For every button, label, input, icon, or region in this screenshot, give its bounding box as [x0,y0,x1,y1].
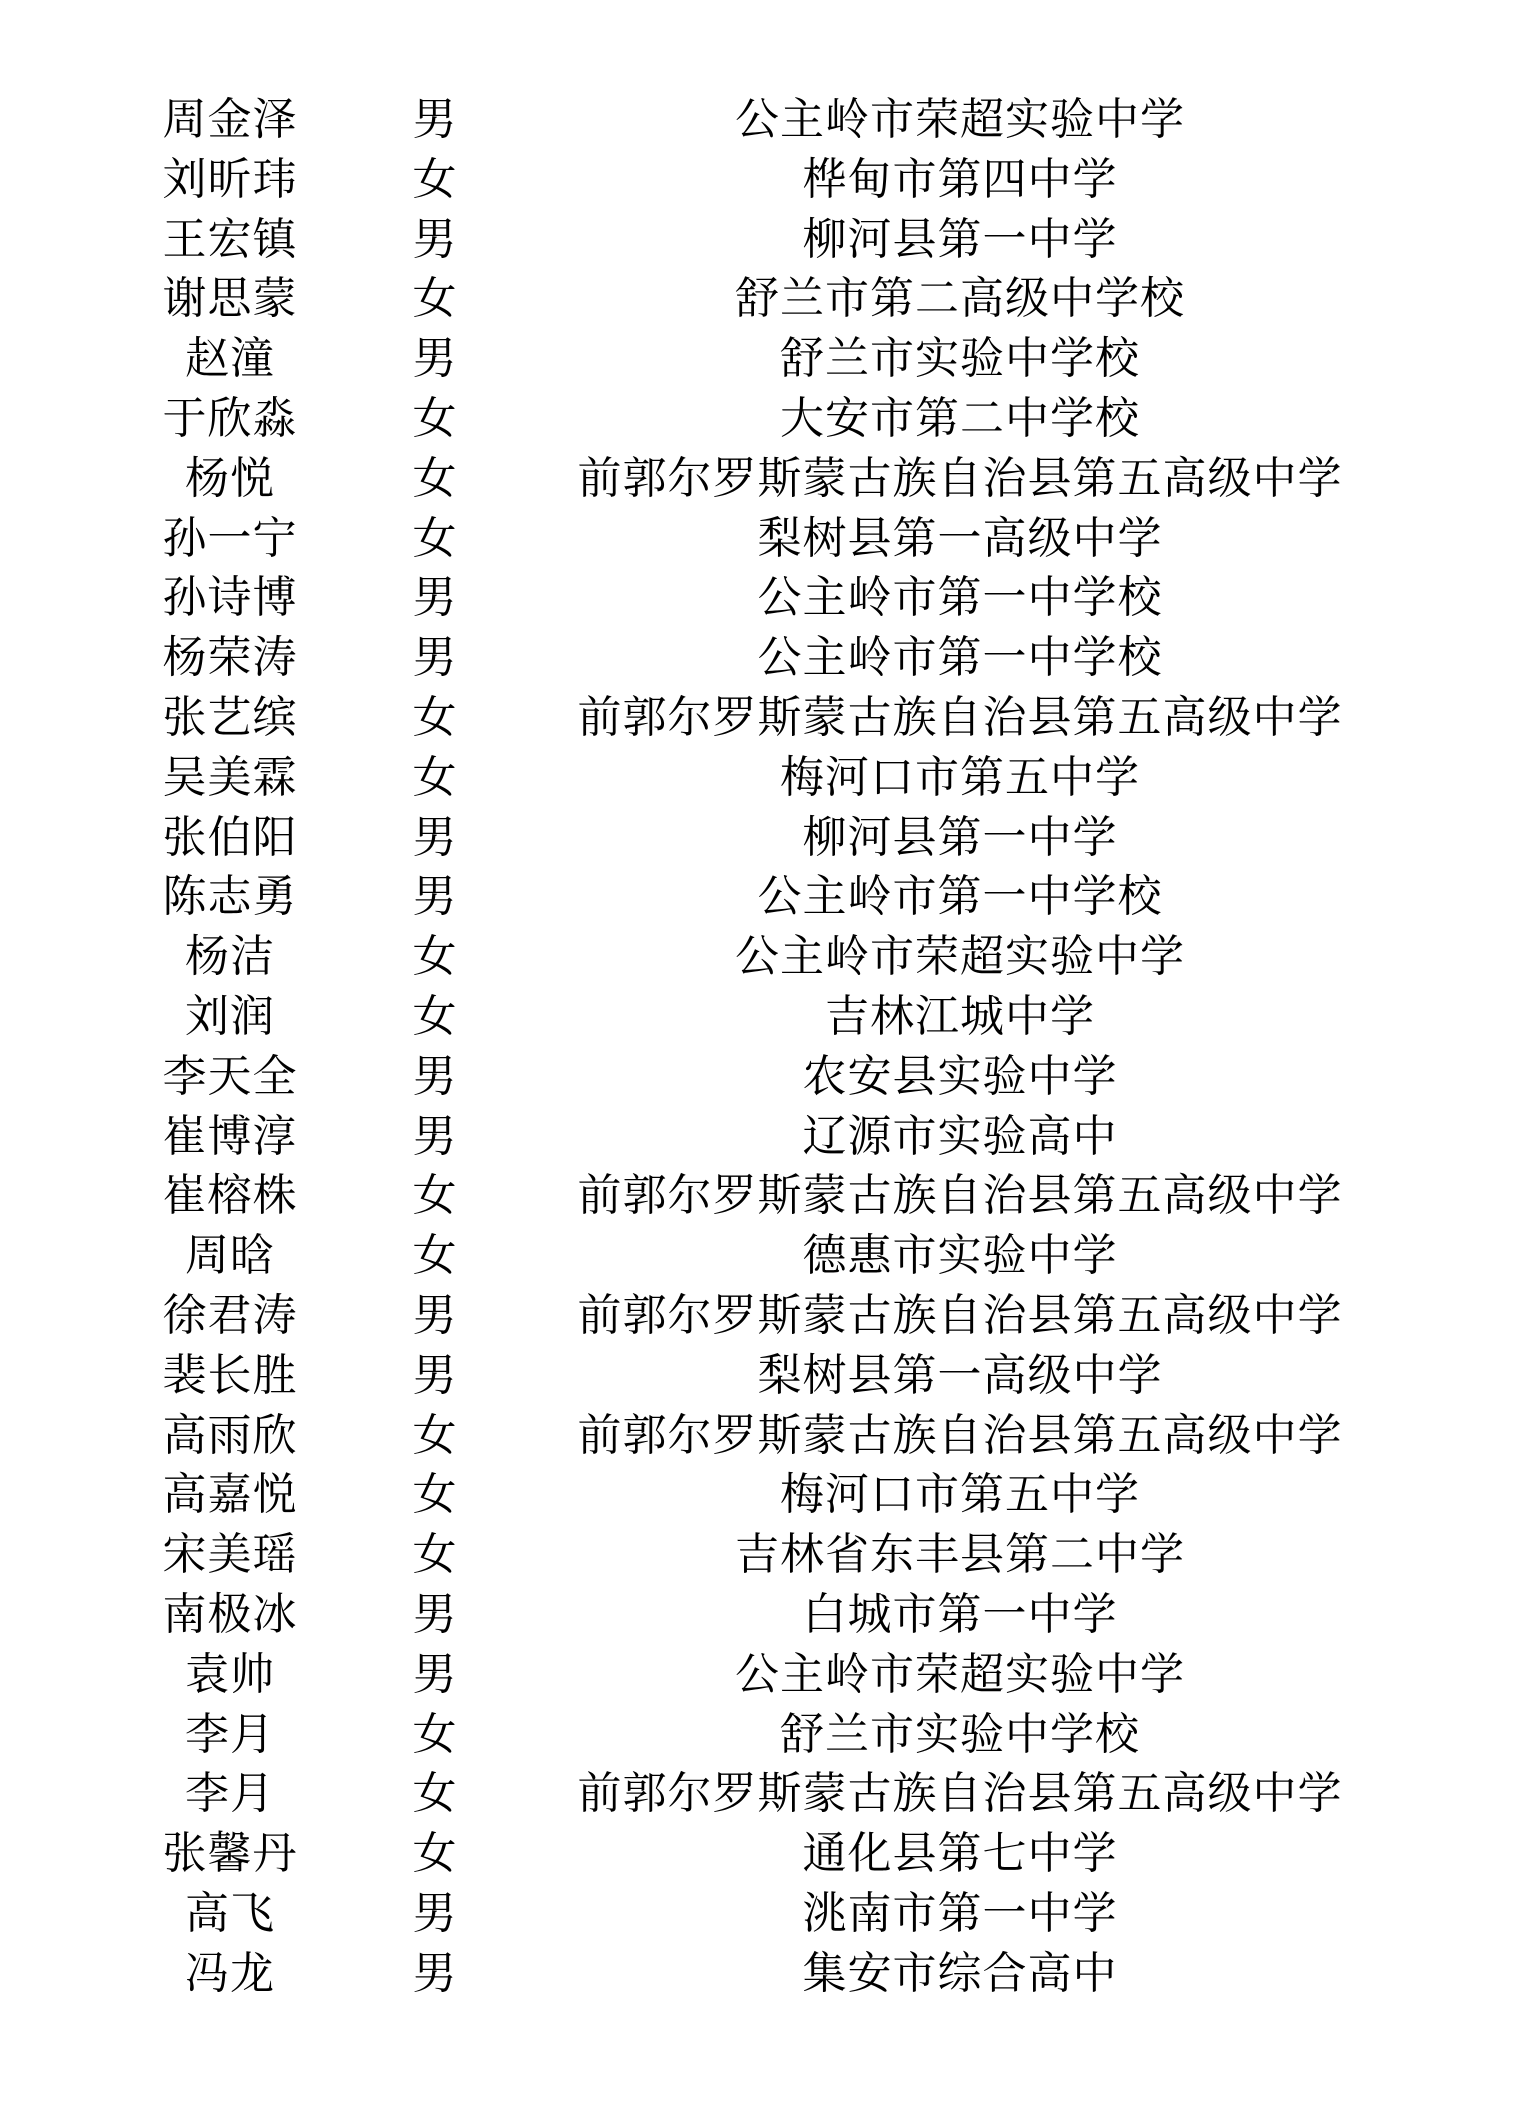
student-school: 白城市第一中学 [802,1588,1118,1640]
student-name: 赵潼 [185,333,275,385]
student-school: 梨树县第一高级中学 [757,512,1163,564]
student-name: 崔榕株 [162,1170,298,1222]
student-gender: 男 [412,632,458,684]
student-roster [0,90,1522,2004]
student-school: 吉林江城中学 [825,990,1095,1042]
student-school: 通化县第七中学 [802,1828,1118,1880]
student-gender: 男 [412,1349,458,1401]
student-name: 陈志勇 [162,871,298,923]
table-row [0,1346,1522,1406]
student-gender: 男 [412,1588,458,1640]
student-gender: 女 [412,273,458,325]
student-school: 前郭尔罗斯蒙古族自治县第五高级中学 [577,1409,1343,1461]
student-school: 舒兰市实验中学校 [780,1708,1140,1760]
table-row [0,1107,1522,1167]
student-school: 梅河口市第五中学 [780,1469,1140,1521]
student-gender: 男 [412,1947,458,1999]
student-school: 梅河口市第五中学 [780,751,1140,803]
student-name: 王宏镇 [162,213,298,265]
student-school: 公主岭市荣超实验中学 [735,94,1185,145]
student-name: 张伯阳 [162,811,298,863]
student-name: 裴长胜 [162,1349,298,1401]
student-name: 张馨丹 [162,1828,298,1880]
student-school: 洮南市第一中学 [802,1887,1118,1939]
table-row [0,927,1522,987]
student-gender: 男 [412,1289,458,1341]
table-row [0,210,1522,270]
student-name: 刘昕玮 [162,153,298,205]
student-school: 前郭尔罗斯蒙古族自治县第五高级中学 [577,452,1343,504]
table-row [0,1645,1522,1705]
student-school: 舒兰市第二高级中学校 [735,273,1185,325]
student-name: 李月 [185,1708,275,1760]
student-gender: 女 [412,512,458,564]
table-row [0,808,1522,868]
student-gender: 女 [412,990,458,1042]
student-name: 于欣淼 [162,392,298,444]
student-name: 高雨欣 [162,1409,298,1461]
student-gender: 女 [412,931,458,983]
student-name: 高嘉悦 [162,1469,298,1521]
student-gender: 女 [412,452,458,504]
table-row [0,867,1522,927]
student-name: 谢思蒙 [162,273,298,325]
table-row [0,1465,1522,1525]
student-gender: 女 [412,392,458,444]
table-row [0,1166,1522,1226]
student-gender: 女 [412,751,458,803]
student-gender: 女 [412,1768,458,1820]
student-school: 公主岭市第一中学校 [757,572,1163,624]
student-school: 辽源市实验高中 [802,1110,1118,1162]
student-gender: 女 [412,153,458,205]
student-school: 柳河县第一中学 [802,213,1118,265]
student-gender: 女 [412,1708,458,1760]
student-name: 孙诗博 [162,572,298,624]
student-school: 集安市综合高中 [802,1947,1118,1999]
student-school: 前郭尔罗斯蒙古族自治县第五高级中学 [577,1768,1343,1820]
student-name: 杨洁 [185,931,275,983]
student-school: 桦甸市第四中学 [802,153,1118,205]
student-school: 梨树县第一高级中学 [757,1349,1163,1401]
student-gender: 男 [412,94,458,145]
student-name: 袁帅 [185,1648,275,1700]
student-school: 前郭尔罗斯蒙古族自治县第五高级中学 [577,691,1343,743]
student-gender: 女 [412,1230,458,1282]
student-name: 南极冰 [162,1588,298,1640]
student-name: 吴美霖 [162,751,298,803]
table-row [0,389,1522,449]
table-row [0,688,1522,748]
student-school: 农安县实验中学 [802,1050,1118,1102]
student-gender: 男 [412,871,458,923]
student-school: 公主岭市第一中学校 [757,871,1163,923]
table-row [0,748,1522,808]
table-row [0,1705,1522,1765]
table-row [0,1525,1522,1585]
table-row [0,987,1522,1047]
student-name: 周金泽 [162,94,298,145]
table-row [0,1884,1522,1944]
table-row [0,509,1522,569]
student-name: 孙一宁 [162,512,298,564]
table-row [0,1286,1522,1346]
student-gender: 男 [412,1887,458,1939]
table-row [0,449,1522,509]
student-name: 张艺缤 [162,691,298,743]
student-gender: 男 [412,1648,458,1700]
table-row [0,1047,1522,1107]
student-name: 李月 [185,1768,275,1820]
student-gender: 女 [412,1529,458,1581]
student-school: 公主岭市荣超实验中学 [735,1648,1185,1700]
student-gender: 女 [412,1409,458,1461]
student-school: 舒兰市实验中学校 [780,333,1140,385]
student-name: 徐君涛 [162,1289,298,1341]
student-school: 德惠市实验中学 [802,1230,1118,1282]
table-row [0,1764,1522,1824]
table-row [0,568,1522,628]
student-name: 高飞 [185,1887,275,1939]
student-gender: 男 [412,213,458,265]
student-name: 杨悦 [185,452,275,504]
student-school: 前郭尔罗斯蒙古族自治县第五高级中学 [577,1289,1343,1341]
table-row [0,628,1522,688]
table-row [0,1406,1522,1466]
student-name: 宋美瑶 [162,1529,298,1581]
student-name: 周晗 [185,1230,275,1282]
student-name: 刘润 [185,990,275,1042]
student-school: 柳河县第一中学 [802,811,1118,863]
table-row [0,269,1522,329]
table-row [0,150,1522,210]
student-gender: 男 [412,811,458,863]
student-school: 大安市第二中学校 [780,392,1140,444]
student-gender: 女 [412,1828,458,1880]
student-name: 杨荣涛 [162,632,298,684]
table-row [0,1226,1522,1286]
table-row [0,329,1522,389]
student-school: 吉林省东丰县第二中学 [735,1529,1185,1581]
student-school: 公主岭市荣超实验中学 [735,931,1185,983]
student-name: 李天全 [162,1050,298,1102]
student-name: 崔博淳 [162,1110,298,1162]
student-gender: 男 [412,333,458,385]
table-row [0,90,1522,150]
student-school: 公主岭市第一中学校 [757,632,1163,684]
table-row [0,1585,1522,1645]
student-gender: 女 [412,1469,458,1521]
student-gender: 女 [412,1170,458,1222]
student-gender: 男 [412,1110,458,1162]
student-gender: 男 [412,572,458,624]
student-gender: 男 [412,1050,458,1102]
student-name: 冯龙 [185,1947,275,1999]
student-gender: 女 [412,691,458,743]
table-row [0,1824,1522,1884]
student-school: 前郭尔罗斯蒙古族自治县第五高级中学 [577,1170,1343,1222]
table-row [0,1944,1522,2004]
